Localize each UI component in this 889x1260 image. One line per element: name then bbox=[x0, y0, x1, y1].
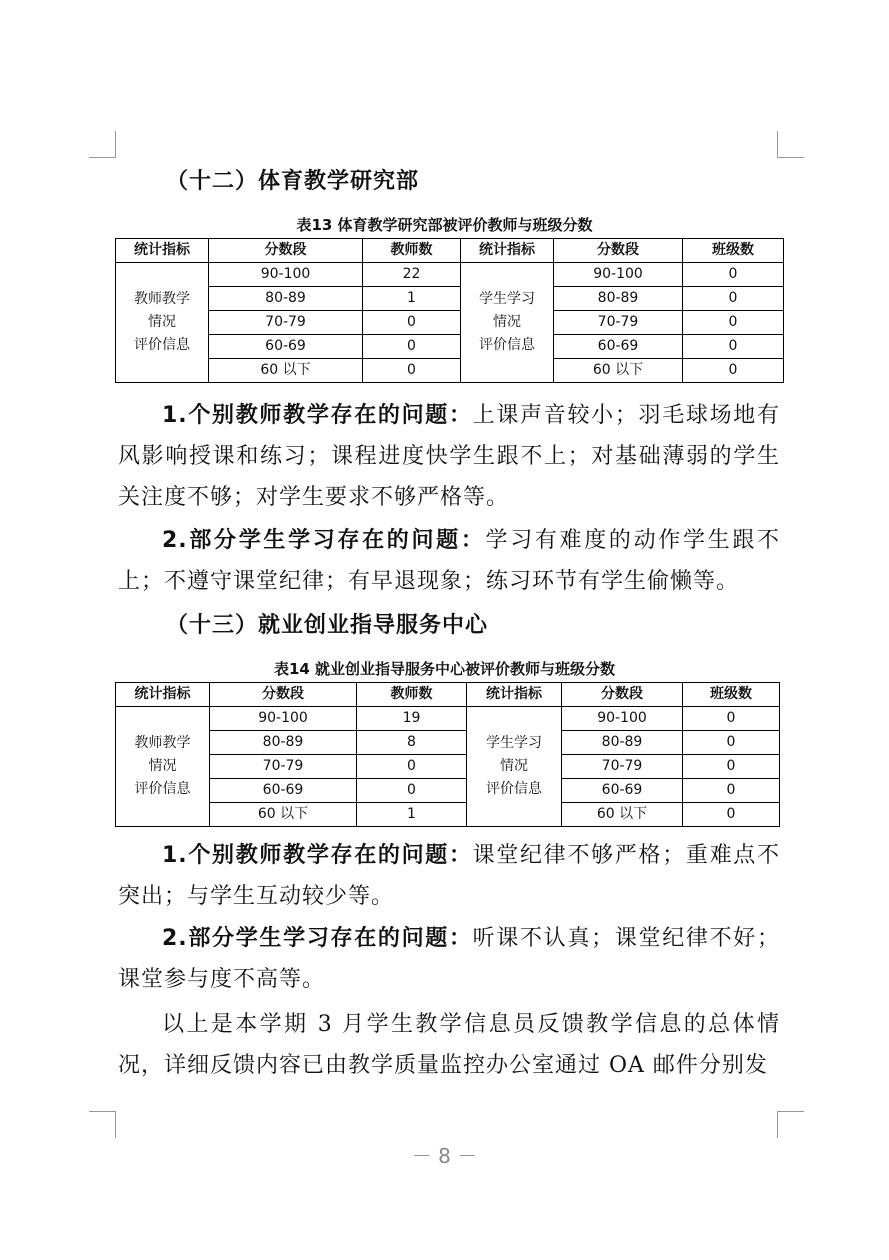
table-row bbox=[116, 803, 780, 827]
page-number: － 8 － bbox=[411, 1144, 478, 1168]
score-range-cell: 60-69 bbox=[209, 335, 363, 359]
teacher-count-cell: 0 bbox=[363, 311, 461, 335]
section-heading-12: （十二）体育教学研究部 bbox=[166, 169, 420, 194]
teacher-group-label: 教师教学 情况 评价信息 bbox=[116, 263, 209, 383]
header-cell: 统计指标 bbox=[116, 239, 209, 263]
score-range-cell: 90-100 bbox=[562, 707, 683, 731]
score-range-cell: 70-79 bbox=[210, 755, 357, 779]
score-range-cell: 60 以下 bbox=[210, 803, 357, 827]
paragraph-text: 课堂纪律不够严格；重难点不突出；与学生互动较少等。 bbox=[118, 843, 780, 909]
teacher-count-cell: 1 bbox=[363, 287, 461, 311]
teacher-count-cell: 0 bbox=[363, 359, 461, 383]
teacher-count-cell: 0 bbox=[357, 755, 467, 779]
teacher-count-cell: 8 bbox=[357, 731, 467, 755]
table-row bbox=[116, 755, 780, 779]
student-group-label: 学生学习 情况 评价信息 bbox=[467, 707, 562, 827]
teacher-count-cell: 1 bbox=[357, 803, 467, 827]
header-cell: 分数段 bbox=[209, 239, 363, 263]
table-row bbox=[116, 707, 780, 731]
table-caption-13: 表13 体育教学研究部被评价教师与班级分数 bbox=[296, 216, 593, 234]
teacher-group-label: 教师教学 情况 评价信息 bbox=[116, 707, 210, 827]
score-range-cell: 70-79 bbox=[554, 311, 683, 335]
score-range-cell: 70-79 bbox=[209, 311, 363, 335]
score-range-cell: 60 以下 bbox=[554, 359, 683, 383]
score-range-cell: 80-89 bbox=[209, 287, 363, 311]
score-range-cell: 70-79 bbox=[562, 755, 683, 779]
paragraph-student-issues-13 bbox=[118, 918, 780, 1000]
teacher-count-cell: 19 bbox=[357, 707, 467, 731]
class-count-cell: 0 bbox=[683, 803, 780, 827]
class-count-cell: 0 bbox=[683, 779, 780, 803]
paragraph-lead: 1.个别教师教学存在的问题： bbox=[162, 403, 473, 428]
table-row bbox=[116, 779, 780, 803]
header-cell: 班级数 bbox=[683, 683, 780, 707]
section-heading-13: （十三）就业创业指导服务中心 bbox=[166, 613, 489, 638]
crop-mark-top-right bbox=[777, 131, 804, 158]
table-row bbox=[116, 263, 784, 287]
score-range-cell: 90-100 bbox=[209, 263, 363, 287]
class-count-cell: 0 bbox=[683, 263, 784, 287]
table-header-row bbox=[116, 683, 780, 707]
teacher-count-cell: 22 bbox=[363, 263, 461, 287]
teacher-count-cell: 0 bbox=[363, 335, 461, 359]
score-range-cell: 60-69 bbox=[210, 779, 357, 803]
paragraph-text: 学习有难度的动作学生跟不上；不遵守课堂纪律；有早退现象；练习环节有学生偷懒等。 bbox=[118, 528, 780, 594]
table-row bbox=[116, 731, 780, 755]
score-range-cell: 80-89 bbox=[562, 731, 683, 755]
class-count-cell: 0 bbox=[683, 731, 780, 755]
paragraph-lead: 1.个别教师教学存在的问题： bbox=[162, 843, 473, 868]
class-count-cell: 0 bbox=[683, 335, 784, 359]
table-row bbox=[116, 287, 784, 311]
header-cell: 分数段 bbox=[554, 239, 683, 263]
score-range-cell: 60 以下 bbox=[209, 359, 363, 383]
table-row bbox=[116, 359, 784, 383]
score-range-cell: 80-89 bbox=[210, 731, 357, 755]
paragraph-text: 听课不认真；课堂纪律不好；课堂参与度不高等。 bbox=[118, 926, 780, 992]
student-group-label: 学生学习 情况 评价信息 bbox=[461, 263, 554, 383]
header-cell: 分数段 bbox=[562, 683, 683, 707]
header-cell: 分数段 bbox=[210, 683, 357, 707]
table-header-row bbox=[116, 239, 784, 263]
header-cell: 统计指标 bbox=[467, 683, 562, 707]
class-count-cell: 0 bbox=[683, 311, 784, 335]
teacher-count-cell: 0 bbox=[357, 779, 467, 803]
score-range-cell: 90-100 bbox=[554, 263, 683, 287]
paragraph-lead: 2.部分学生学习存在的问题： bbox=[162, 926, 473, 951]
header-cell: 统计指标 bbox=[116, 683, 210, 707]
class-count-cell: 0 bbox=[683, 359, 784, 383]
paragraph-text: 上课声音较小；羽毛球场地有风影响授课和练习；课程进度快学生跟不上；对基础薄弱的学生关注度不够；对学生要求不够严格等。 bbox=[118, 403, 780, 510]
paragraph-lead: 2.部分学生学习存在的问题： bbox=[162, 528, 486, 553]
crop-mark-bottom-left bbox=[89, 1111, 116, 1138]
paragraph-teacher-issues-12 bbox=[118, 395, 780, 518]
closing-paragraph: 以上是本学期 3 月学生教学信息员反馈教学信息的总体情况，详细反馈内容已由教学质量监控办公室通过 OA 邮件分别发 bbox=[118, 1012, 780, 1078]
crop-mark-bottom-right bbox=[777, 1111, 804, 1138]
header-cell: 班级数 bbox=[683, 239, 784, 263]
score-range-cell: 60 以下 bbox=[562, 803, 683, 827]
header-cell: 教师数 bbox=[363, 239, 461, 263]
class-count-cell: 0 bbox=[683, 287, 784, 311]
paragraph-student-issues-12 bbox=[118, 520, 780, 602]
paragraph-teacher-issues-13 bbox=[118, 835, 780, 917]
table-row bbox=[116, 311, 784, 335]
crop-mark-top-left bbox=[89, 131, 116, 158]
score-range-cell: 80-89 bbox=[554, 287, 683, 311]
score-table-14 bbox=[115, 682, 780, 827]
score-table-13 bbox=[115, 238, 784, 383]
table-row bbox=[116, 335, 784, 359]
header-cell: 教师数 bbox=[357, 683, 467, 707]
score-range-cell: 90-100 bbox=[210, 707, 357, 731]
class-count-cell: 0 bbox=[683, 755, 780, 779]
table-caption-14: 表14 就业创业指导服务中心被评价教师与班级分数 bbox=[273, 660, 616, 678]
class-count-cell: 0 bbox=[683, 707, 780, 731]
score-range-cell: 60-69 bbox=[554, 335, 683, 359]
header-cell: 统计指标 bbox=[461, 239, 554, 263]
score-range-cell: 60-69 bbox=[562, 779, 683, 803]
